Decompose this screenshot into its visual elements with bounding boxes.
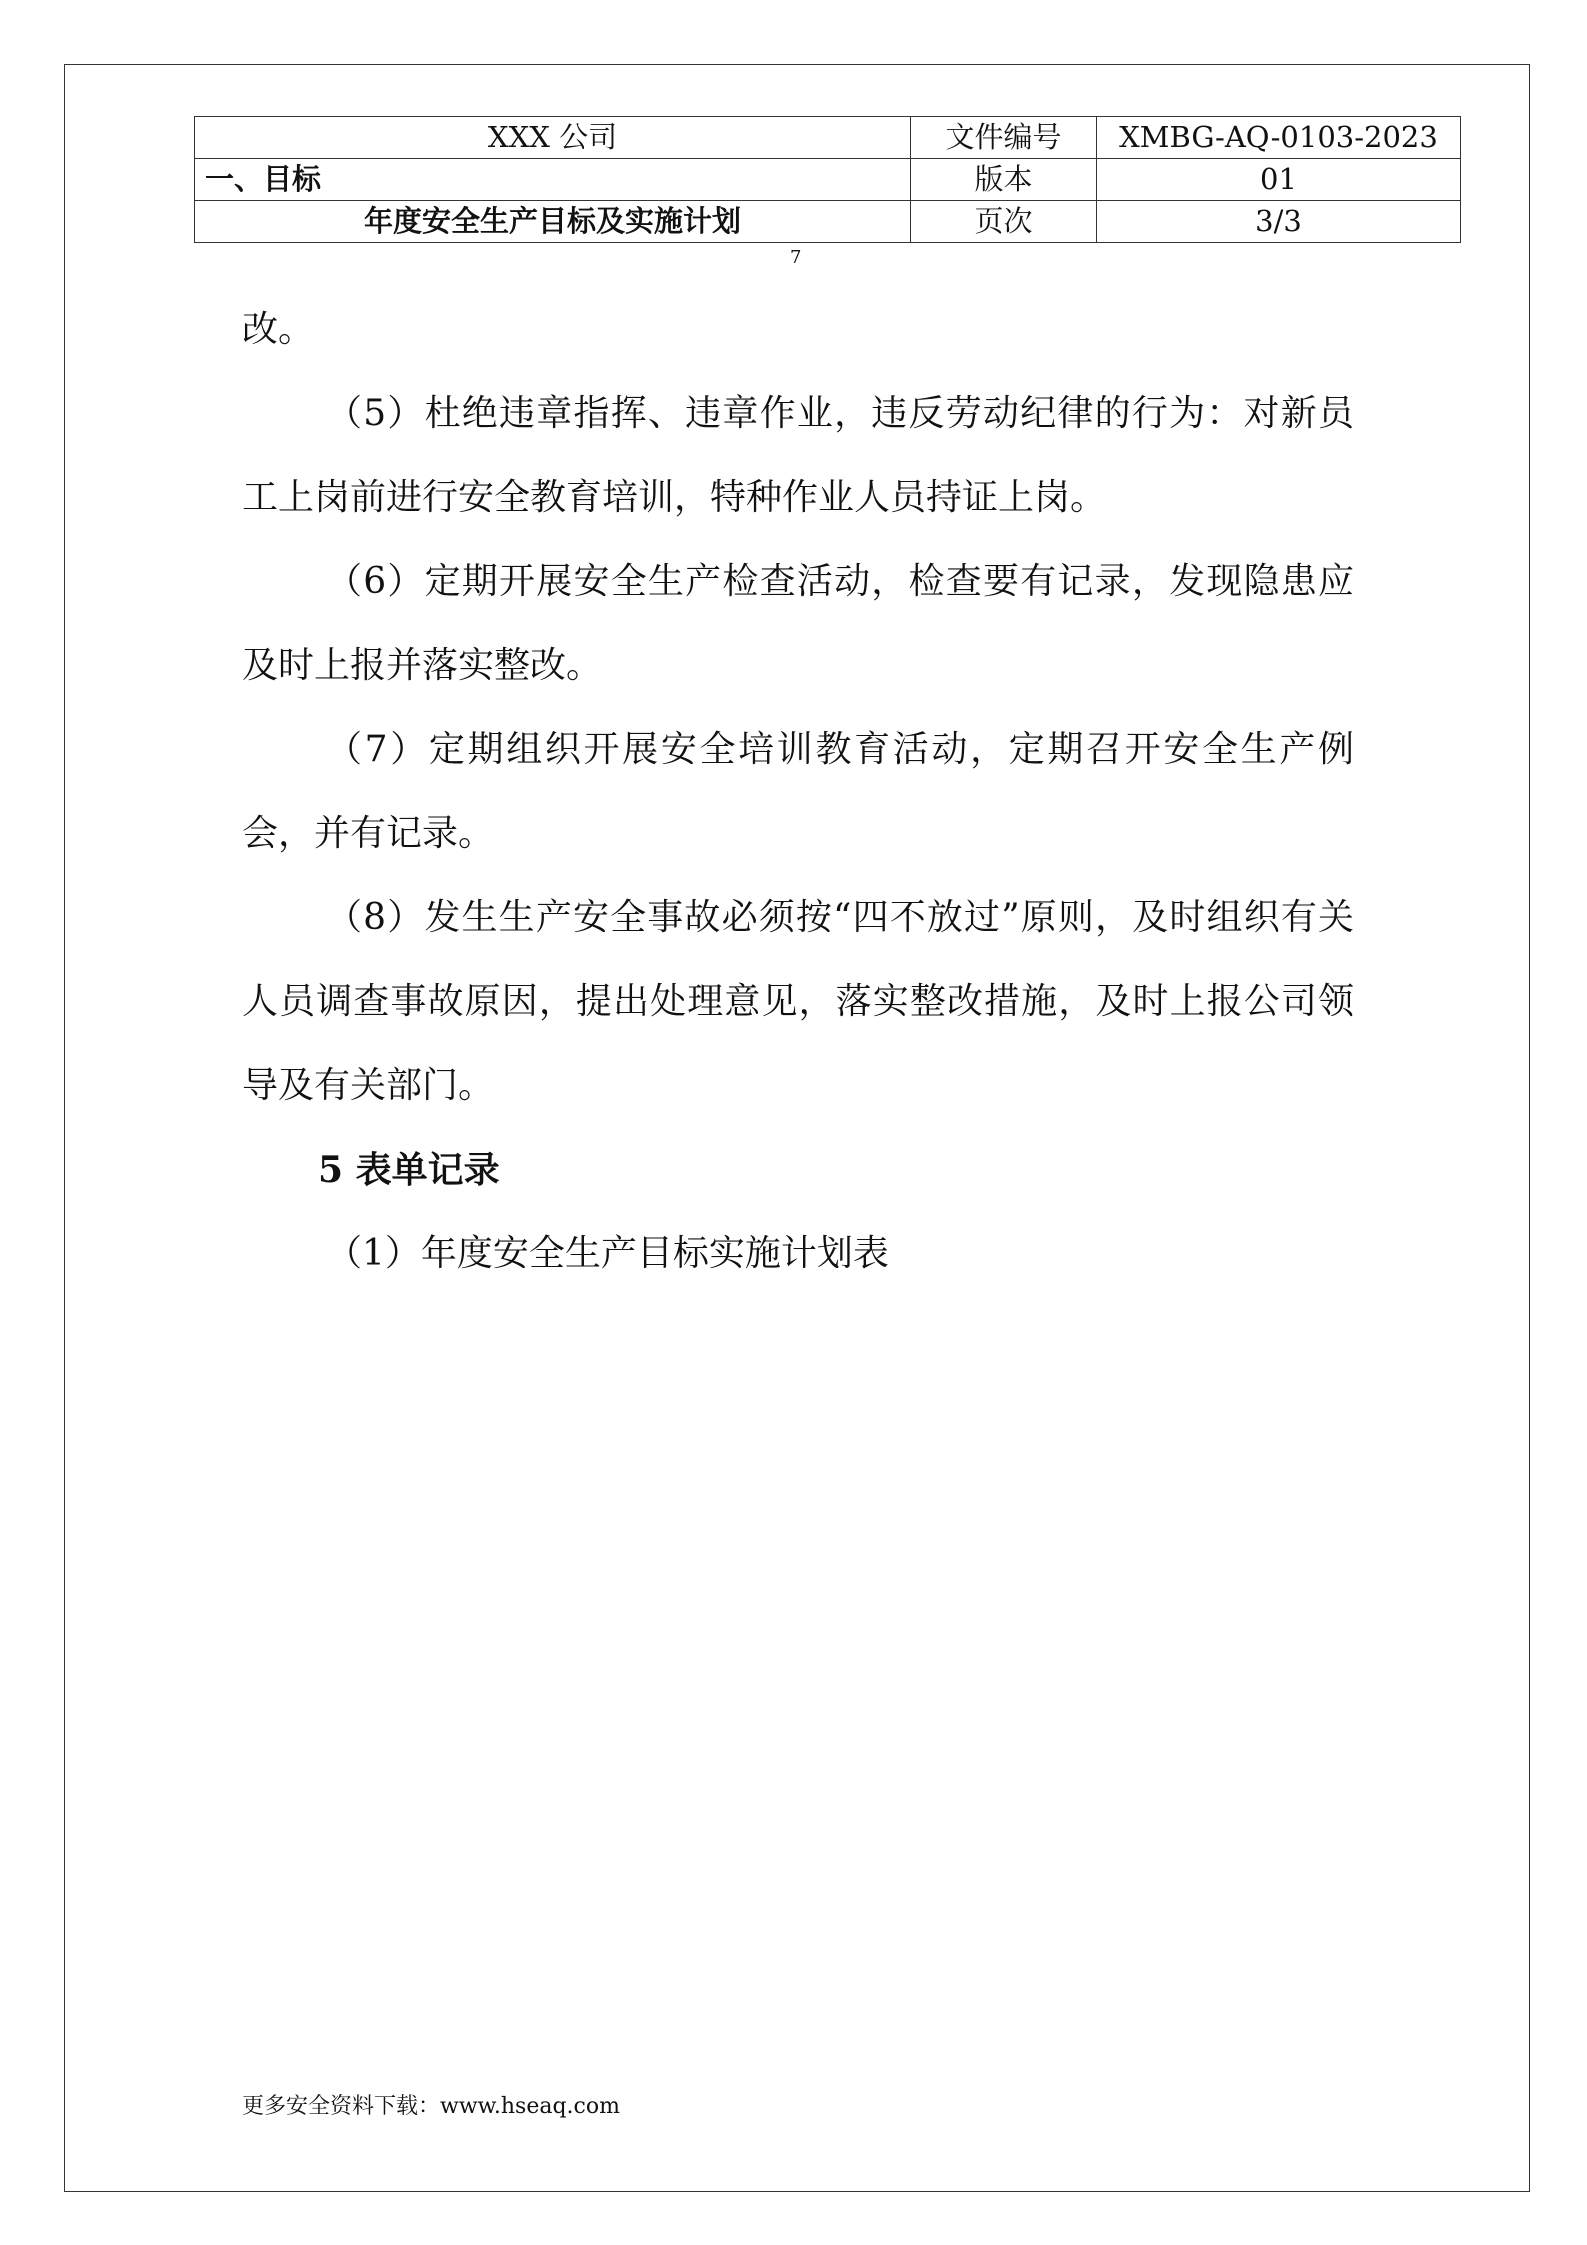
document-header-table [194, 116, 1461, 243]
document-title: 年度安全生产目标及实施计划 [195, 201, 911, 243]
list-item: （8）发生生产安全事故必须按“四不放过”原则，及时组织有关人员调查事故原因，提出处理意见，落实整改措施，及时上报公司领导及有关部门。 [242, 897, 1354, 1106]
version-label: 版本 [911, 159, 1097, 201]
list-item: （7）定期组织开展安全培训教育活动，定期召开安全生产例会，并有记录。 [242, 729, 1354, 854]
form-list-item: （1）年度安全生产目标实施计划表 [326, 1233, 889, 1274]
version-value: 01 [1097, 159, 1461, 201]
company-name: XXX 公司 [195, 117, 911, 159]
list-item: （5）杜绝违章指挥、违章作业，违反劳动纪律的行为：对新员工上岗前进行安全教育培训，特种作业人员持证上岗。 [242, 393, 1354, 518]
header-row [195, 201, 1461, 243]
doc-number-label: 文件编号 [911, 117, 1097, 159]
page-label: 页次 [911, 201, 1097, 243]
list-item: （6）定期开展安全生产检查活动，检查要有记录，发现隐患应及时上报并落实整改。 [242, 561, 1354, 686]
page-number: 7 [790, 247, 802, 268]
document-body [242, 288, 1354, 1296]
section-label: 一、目标 [195, 159, 911, 201]
header-row [195, 159, 1461, 201]
continuation-paragraph: 改。 [242, 309, 315, 350]
page-value: 3/3 [1097, 201, 1461, 243]
header-row [195, 117, 1461, 159]
footer-download-note: 更多安全资料下载：www.hseaq.com [242, 2094, 620, 2119]
section-heading: 5 表单记录 [318, 1149, 500, 1191]
doc-number-value: XMBG-AQ-0103-2023 [1097, 117, 1461, 159]
